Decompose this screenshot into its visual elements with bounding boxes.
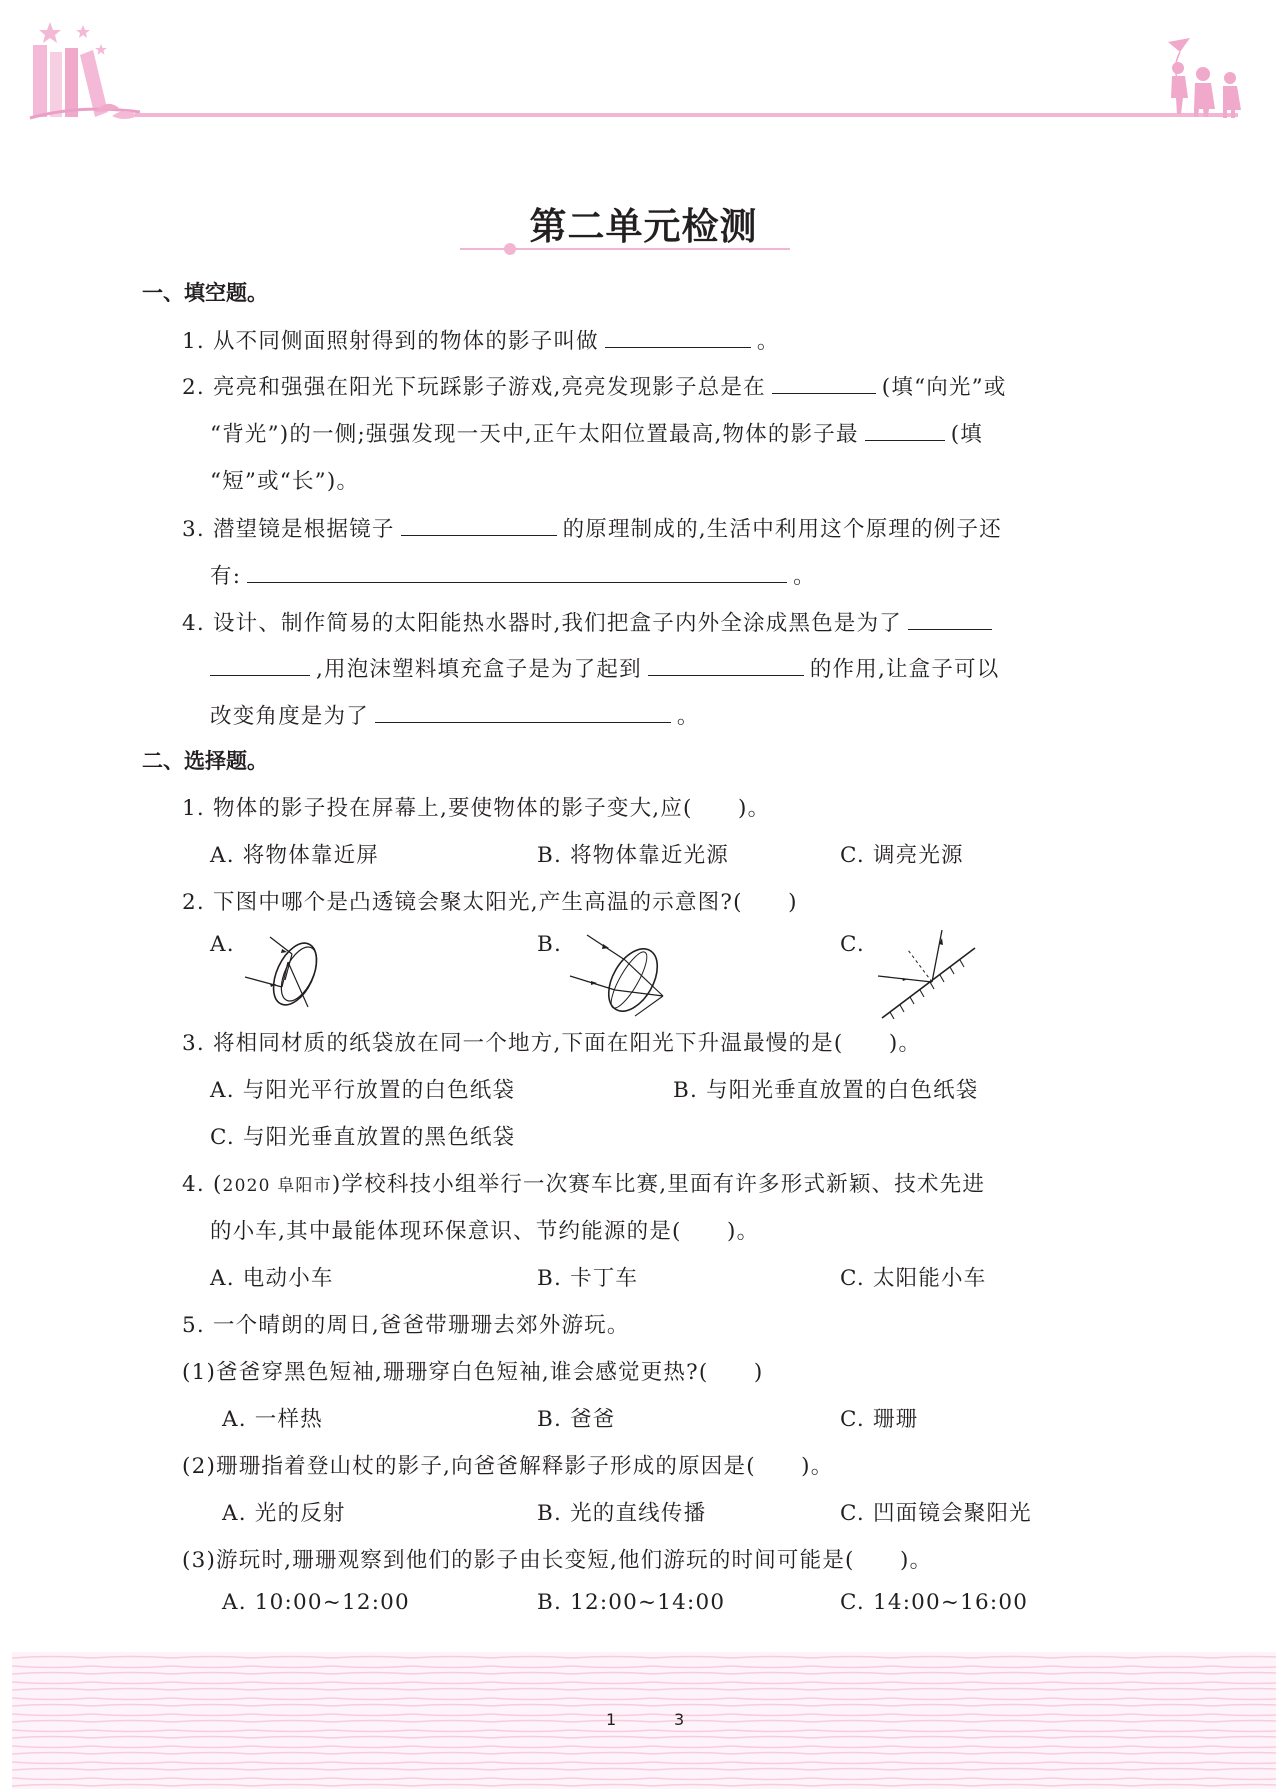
question-text: 4. 设计、制作简易的太阳能热水器时,我们把盒子内外全涂成黑色是为了 [182, 611, 902, 636]
question-text: 的原理制成的,生活中利用这个原理的例子还 [562, 517, 1002, 542]
question-text: )学校科技小组举行一次赛车比赛,里面有许多形式新颖、技术先进 [331, 1172, 986, 1197]
page-title: 第二单元检测 [529, 204, 758, 248]
question-2-1: 1. 物体的影子投在屏幕上,要使物体的影子变大,应( )。 [182, 796, 771, 821]
option-2-4-c[interactable]: C. 太阳能小车 [840, 1266, 987, 1291]
question-1-3-line1 [182, 512, 1002, 543]
option-2-3-b[interactable]: B. 与阳光垂直放置的白色纸袋 [673, 1078, 979, 1103]
section-heading-choice: 二、选择题。 [142, 749, 268, 773]
question-1-2-line1 [182, 370, 1007, 401]
question-2-5-1: (1)爸爸穿黑色短袖,珊珊穿白色短袖,谁会感觉更热?( ) [182, 1360, 764, 1385]
question-1-1 [182, 324, 780, 355]
kite-children-icon [1168, 38, 1241, 118]
question-text: (填 [950, 422, 983, 447]
answer-blank[interactable] [247, 562, 787, 583]
question-1-3-line2 [210, 559, 816, 590]
question-2-3: 3. 将相同材质的纸袋放在同一个地方,下面在阳光下升温最慢的是( )。 [182, 1031, 922, 1056]
option-2-3-a[interactable]: A. 与阳光平行放置的白色纸袋 [210, 1078, 516, 1103]
option-2-5-1-a[interactable]: A. 一样热 [222, 1407, 323, 1432]
option-2-2-b[interactable]: B. [537, 932, 563, 957]
question-2-5: 5. 一个晴朗的周日,爸爸带珊珊去郊外游玩。 [182, 1313, 630, 1338]
option-2-5-2-c[interactable]: C. 凹面镜会聚阳光 [840, 1501, 1032, 1526]
page-number-right: 3 [674, 1710, 685, 1729]
question-text: 4. ( [182, 1172, 223, 1197]
mirror-figure-c [870, 928, 980, 1020]
question-text: 改变角度是为了 [210, 704, 369, 729]
answer-blank[interactable] [605, 327, 751, 348]
question-text: 。 [676, 704, 700, 729]
question-2-5-3: (3)游玩时,珊珊观察到他们的影子由长变短,他们游玩的时间可能是( )。 [182, 1548, 933, 1573]
question-1-4-line1 [182, 606, 998, 637]
title-underline [460, 242, 790, 256]
answer-blank[interactable] [375, 702, 671, 723]
option-2-5-1-c[interactable]: C. 珊珊 [840, 1407, 919, 1432]
lens-figure-b [565, 930, 675, 1018]
question-source: 2020 阜阳市 [222, 1176, 332, 1196]
footer-decoration [12, 1652, 1276, 1789]
question-text: 。 [793, 564, 816, 589]
option-2-5-3-b[interactable]: B. 12:00~14:00 [537, 1590, 726, 1615]
question-2-4-line2: 的小车,其中最能体现环保意识、节约能源的是( )。 [210, 1219, 760, 1244]
question-text: 的作用,让盒子可以 [809, 657, 1000, 682]
option-2-5-3-c[interactable]: C. 14:00~16:00 [840, 1590, 1029, 1615]
books-icon [30, 45, 140, 119]
question-1-2-line3: “短”或“长”)。 [210, 469, 360, 494]
answer-blank[interactable] [908, 609, 992, 630]
question-text: 。 [756, 329, 780, 354]
option-2-3-c[interactable]: C. 与阳光垂直放置的黑色纸袋 [210, 1125, 516, 1150]
question-2-5-2: (2)珊珊指着登山杖的影子,向爸爸解释影子形成的原因是( )。 [182, 1454, 834, 1479]
option-2-1-b[interactable]: B. 将物体靠近光源 [537, 843, 729, 868]
question-1-4-line2 [210, 652, 999, 683]
question-text: 2. 亮亮和强强在阳光下玩踩影子游戏,亮亮发现影子总是在 [182, 375, 766, 400]
question-text: 1. 从不同侧面照射得到的物体的影子叫做 [182, 329, 599, 354]
option-2-5-2-a[interactable]: A. 光的反射 [222, 1501, 346, 1526]
question-2-4-line1 [182, 1167, 985, 1198]
question-1-4-line3 [210, 699, 700, 730]
option-2-5-2-b[interactable]: B. 光的直线传播 [537, 1501, 707, 1526]
option-2-1-c[interactable]: C. 调亮光源 [840, 843, 964, 868]
question-2-2: 2. 下图中哪个是凸透镜会聚太阳光,产生高温的示意图?( ) [182, 890, 798, 915]
question-text: “背光”)的一侧;强强发现一天中,正午太阳位置最高,物体的影子最 [210, 422, 859, 447]
option-2-5-1-b[interactable]: B. 爸爸 [537, 1407, 616, 1432]
question-1-2-line2 [210, 417, 983, 448]
option-2-2-c[interactable]: C. [840, 932, 865, 957]
question-text: 有: [210, 564, 242, 589]
question-text: ,用泡沫塑料填充盒子是为了起到 [316, 657, 642, 682]
page-number-left: 1 [606, 1710, 617, 1729]
question-text: 3. 潜望镜是根据镜子 [182, 517, 395, 542]
option-2-4-a[interactable]: A. 电动小车 [210, 1266, 334, 1291]
answer-blank[interactable] [772, 373, 876, 394]
lens-figure-a [240, 932, 330, 1010]
answer-blank[interactable] [648, 655, 804, 676]
answer-blank[interactable] [210, 655, 310, 676]
section-heading-fill-blank: 一、填空题。 [142, 281, 268, 305]
header-decoration [0, 0, 1287, 140]
answer-blank[interactable] [401, 515, 557, 536]
answer-blank[interactable] [865, 420, 945, 441]
option-2-5-3-a[interactable]: A. 10:00~12:00 [222, 1590, 410, 1615]
option-2-4-b[interactable]: B. 卡丁车 [537, 1266, 639, 1291]
option-2-1-a[interactable]: A. 将物体靠近屏 [210, 843, 379, 868]
option-2-2-a[interactable]: A. [210, 932, 235, 957]
question-text: (填“向光”或 [881, 375, 1007, 400]
